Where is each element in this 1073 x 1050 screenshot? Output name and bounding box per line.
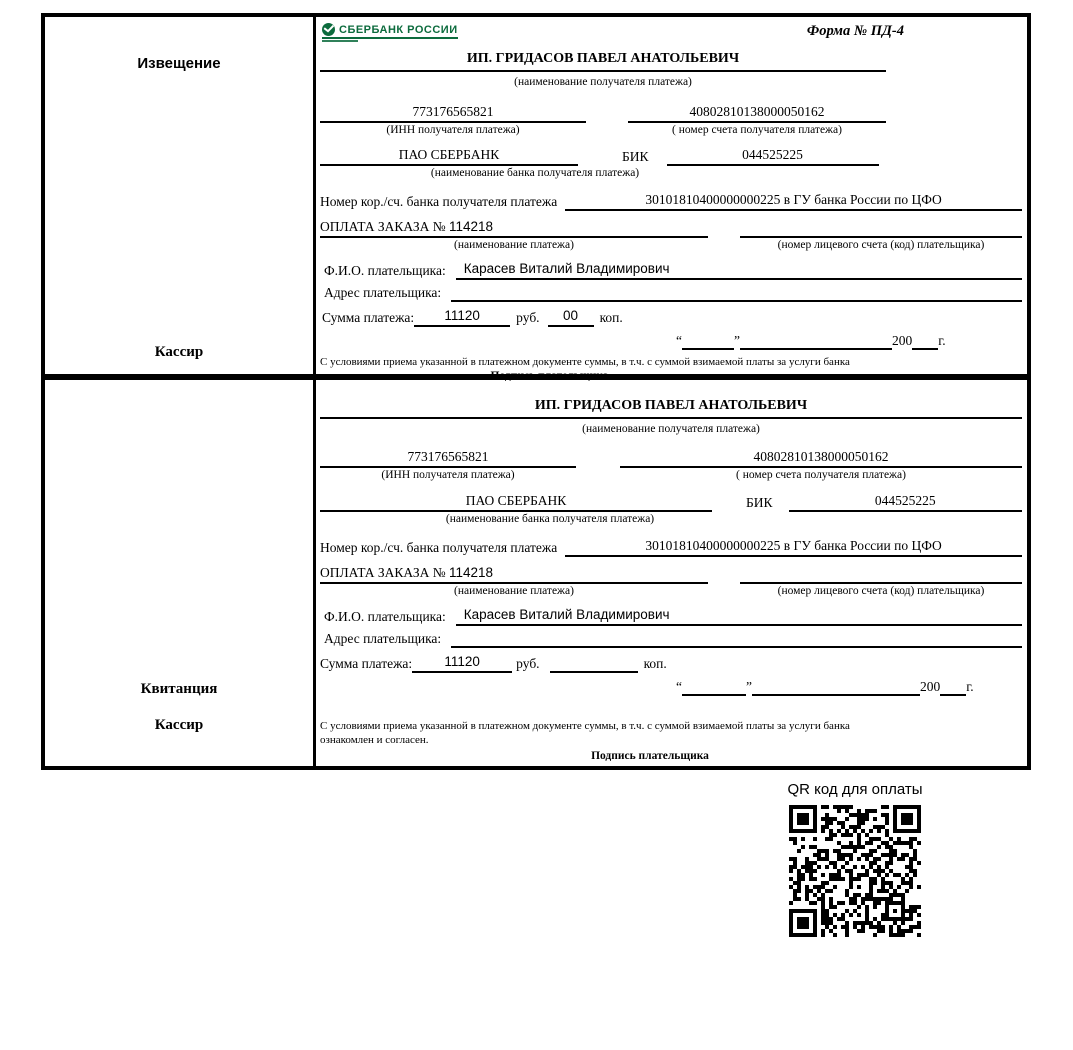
bik-label: БИК <box>622 149 649 164</box>
date-year-field <box>940 677 966 696</box>
bik-field: 044525225 <box>667 145 879 166</box>
bik-field: 044525225 <box>789 491 1022 512</box>
rub-label: руб. <box>516 310 540 325</box>
payer-address-label: Адрес плательщика: <box>324 285 442 300</box>
date-year-field <box>912 331 938 350</box>
bank-bik-row <box>320 145 1022 166</box>
logo-tagline-bar <box>322 40 358 42</box>
payer-fio-field: Карасев Виталий Владимирович <box>456 259 1022 280</box>
year-suffix: г. <box>966 679 974 694</box>
recipient-name-field: ИП. ГРИДАСОВ ПАВЕЛ АНАТОЛЬЕВИЧ <box>320 49 886 72</box>
amount-label: Сумма платежа: <box>322 310 415 325</box>
notice-section <box>45 17 1027 374</box>
year-prefix: 200 <box>892 333 913 348</box>
kop-label: коп. <box>599 310 623 325</box>
order-number: 114218 <box>449 565 494 580</box>
quote-open: “ <box>676 679 682 694</box>
receipt-cashier-label: Кассир <box>154 717 204 733</box>
bank-name-field: ПАО СБЕРБАНК <box>320 491 712 512</box>
payment-name-labels <box>320 238 1022 253</box>
rub-label: руб. <box>516 656 540 671</box>
quote-open: “ <box>676 333 682 348</box>
bank-name-label: (наименование банка получателя платежа) <box>445 513 655 525</box>
amount-label: Сумма платежа: <box>320 656 413 671</box>
notice-header-row <box>320 23 1022 47</box>
payer-address-label: Адрес плательщика: <box>324 631 442 646</box>
payer-fio-row <box>320 605 1022 626</box>
notice-stub-title: Извещение <box>137 55 221 72</box>
inn-field: 773176565821 <box>320 447 576 468</box>
agreement-line1: С условиями приема указанной в платежном документе суммы, в т.ч. с суммой взимаемой платы за услуги банка <box>320 356 850 368</box>
bank-bik-row <box>320 491 1022 512</box>
account-label: ( номер счета получателя платежа) <box>736 469 906 481</box>
payer-address-field <box>451 283 1022 302</box>
amount-row <box>320 306 1022 327</box>
payer-fio-label: Ф.И.О. плательщика: <box>324 263 446 278</box>
date-day-field <box>682 677 746 696</box>
account-field: 40802810138000050162 <box>628 102 886 123</box>
inn-account-labels <box>320 468 1022 483</box>
payment-name-row <box>320 217 1022 238</box>
amount-kop-field: 00 <box>548 306 594 327</box>
payer-address-row <box>320 629 1022 648</box>
amount-row <box>320 652 1022 673</box>
account-label: ( номер счета получателя платежа) <box>672 124 842 136</box>
corr-field: 30101810400000000225 в ГУ банка России по ЦФО <box>565 190 1022 211</box>
receipt-content <box>316 380 1027 766</box>
qr-payment-block <box>723 781 987 937</box>
order-number: 114218 <box>449 219 494 234</box>
payment-title-text: ОПЛАТА ЗАКАЗА № <box>320 219 449 234</box>
personal-account-label: (номер лицевого счета (код) плательщика) <box>777 239 985 251</box>
date-month-field <box>740 331 892 350</box>
agreement-line2: ознакомлен и согласен. <box>320 733 429 746</box>
receipt-stub <box>45 380 316 766</box>
date-row <box>320 331 1022 350</box>
personal-account-label: (номер лицевого счета (код) плательщика) <box>777 585 985 597</box>
notice-content <box>316 17 1027 374</box>
sberbank-logo-icon <box>322 23 335 36</box>
recipient-name-label: (наименование получателя платежа) <box>582 423 760 435</box>
payment-name-row <box>320 563 1022 584</box>
sberbank-logo <box>322 23 458 42</box>
quote-close: ” <box>734 333 740 348</box>
payer-fio-field: Карасев Виталий Владимирович <box>456 605 1022 626</box>
date-row <box>320 677 1022 696</box>
personal-account-field <box>740 219 1022 238</box>
account-field: 40802810138000050162 <box>620 447 1022 468</box>
receipt-section <box>45 380 1027 766</box>
payment-name-field <box>320 217 708 238</box>
receipt-stub-title: Квитанция <box>140 681 218 697</box>
payer-fio-label: Ф.И.О. плательщика: <box>324 609 446 624</box>
amount-rub-field: 11120 <box>412 652 512 673</box>
payment-name-field <box>320 563 708 584</box>
inn-account-labels <box>320 123 1022 138</box>
payment-name-label: (наименование платежа) <box>454 239 574 251</box>
personal-account-field <box>740 565 1022 584</box>
pd4-form <box>41 13 1031 770</box>
recipient-name-label: (наименование получателя платежа) <box>514 76 692 88</box>
date-day-field <box>682 331 734 350</box>
payer-address-row <box>320 283 1022 302</box>
qr-code <box>789 805 921 937</box>
bik-label: БИК <box>746 495 773 510</box>
qr-label: QR код для оплаты <box>787 781 923 798</box>
date-month-field <box>752 677 920 696</box>
amount-rub-field: 11120 <box>414 306 510 327</box>
notice-cashier-label: Кассир <box>154 344 204 360</box>
form-number: Форма № ПД-4 <box>806 23 904 39</box>
sberbank-logo-text: СБЕРБАНК РОССИИ <box>339 23 458 36</box>
inn-field: 773176565821 <box>320 102 586 123</box>
inn-label: (ИНН получателя платежа) <box>381 469 515 481</box>
bank-name-label: (наименование банка получателя платежа) <box>430 167 640 179</box>
signature-label: Подпись плательщика <box>591 750 709 762</box>
recipient-name-field: ИП. ГРИДАСОВ ПАВЕЛ АНАТОЛЬЕВИЧ <box>320 396 1022 419</box>
kop-label: коп. <box>643 656 667 671</box>
payer-address-field <box>451 629 1022 648</box>
payment-name-labels <box>320 584 1022 599</box>
notice-stub <box>45 17 316 374</box>
quote-close: ” <box>746 679 752 694</box>
inn-account-row <box>320 102 1022 123</box>
corr-account-row <box>320 536 1022 557</box>
payment-name-label: (наименование платежа) <box>454 585 574 597</box>
agreement-line1: С условиями приема указанной в платежном документе суммы, в т.ч. с суммой взимаемой платы за услуги банка <box>320 720 850 732</box>
bank-name-field: ПАО СБЕРБАНК <box>320 145 578 166</box>
year-suffix: г. <box>938 333 946 348</box>
inn-account-row <box>320 447 1022 468</box>
payment-title-text: ОПЛАТА ЗАКАЗА № <box>320 565 449 580</box>
agreement-block <box>320 720 1022 747</box>
inn-label: (ИНН получателя платежа) <box>386 124 520 136</box>
amount-kop-field <box>550 671 638 673</box>
corr-label: Номер кор./сч. банка получателя платежа <box>320 540 558 555</box>
year-prefix: 200 <box>920 679 941 694</box>
payer-fio-row <box>320 259 1022 280</box>
corr-account-row <box>320 190 1022 211</box>
corr-label: Номер кор./сч. банка получателя платежа <box>320 194 558 209</box>
corr-field: 30101810400000000225 в ГУ банка России по ЦФО <box>565 536 1022 557</box>
